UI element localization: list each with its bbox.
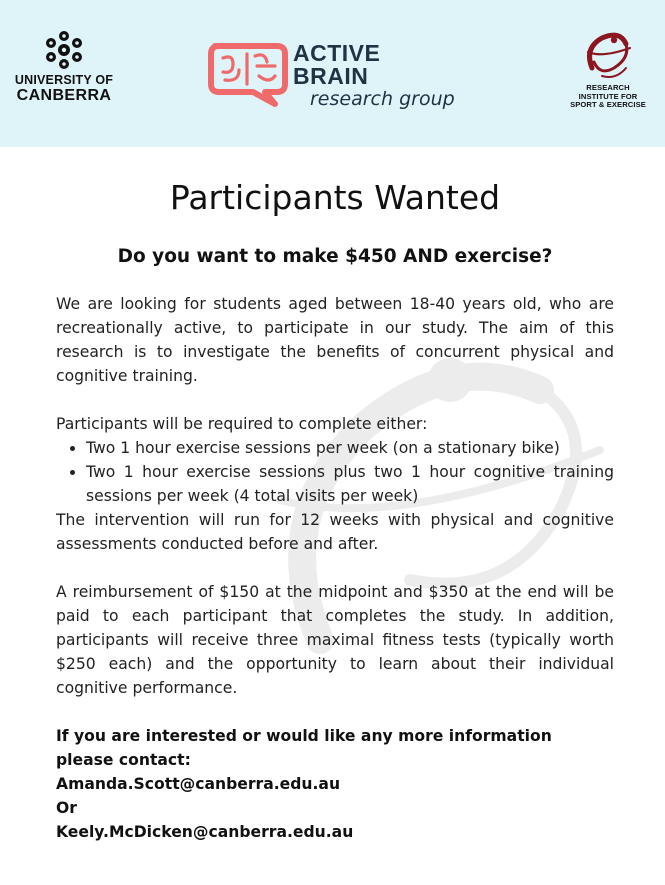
contact-email-1[interactable]: Amanda.Scott@canberra.edu.au — [56, 775, 341, 793]
session-options-list — [56, 436, 614, 508]
active-brain-line2: BRAIN — [293, 63, 369, 89]
research-institute-logo — [560, 28, 656, 110]
contact-email-2[interactable]: Keely.McDicken@canberra.edu.au — [56, 823, 354, 841]
ri-logo-line1: RESEARCH — [586, 83, 630, 92]
uc-crest-icon — [42, 30, 86, 70]
reimbursement-paragraph: A reimbursement of $150 at the midpoint and $350 at the end will be paid to each participant that completes the study. In addition, participants will receive three maximal fitness tests (typically worth $250 each) and the opportunity to learn about their individual cognitive performance. — [56, 583, 614, 697]
ri-logo-line3: SPORT & EXERCISE — [570, 100, 646, 110]
ri-logo-line2: INSTITUTE FOR — [578, 91, 638, 101]
list-item: • Two 1 hour exercise sessions plus two 1 hour cognitive training sessions per week (4 total visits per week) — [86, 460, 614, 508]
active-brain-line3: research group — [310, 88, 455, 110]
uc-logo-line1: UNIVERSITY OF — [14, 73, 114, 87]
contact-or: Or — [56, 799, 77, 817]
headline-question: Do you want to make $450 AND exercise? — [117, 246, 553, 267]
intervention-paragraph: The intervention will run for 12 weeks with physical and cognitive assessments conducted before and after. — [56, 511, 614, 553]
university-of-canberra-logo — [14, 30, 114, 104]
list-item: • Two 1 hour exercise sessions per week (on a stationary bike) — [86, 436, 614, 460]
header-banner — [0, 0, 665, 147]
contact-section — [56, 724, 614, 844]
brain-icon — [205, 40, 291, 108]
requirements-paragraph: Participants will be required to complete either: — [56, 415, 428, 433]
active-brain-line1: ACTIVE — [293, 40, 381, 66]
active-brain-logo — [205, 40, 475, 115]
uc-logo-line2: CANBERRA — [16, 87, 112, 104]
intro-paragraph: We are looking for students aged between 18-40 years old, who are recreationally active, to participate in our study. The aim of this research is to investigate the benefits of concurrent physical and cognitive training. — [56, 295, 614, 385]
page-title: Participants Wanted — [169, 178, 501, 217]
ri-swirl-icon — [580, 28, 636, 84]
flyer-content — [56, 150, 614, 844]
contact-intro: If you are interested or would like any more information please contact: — [56, 727, 552, 769]
